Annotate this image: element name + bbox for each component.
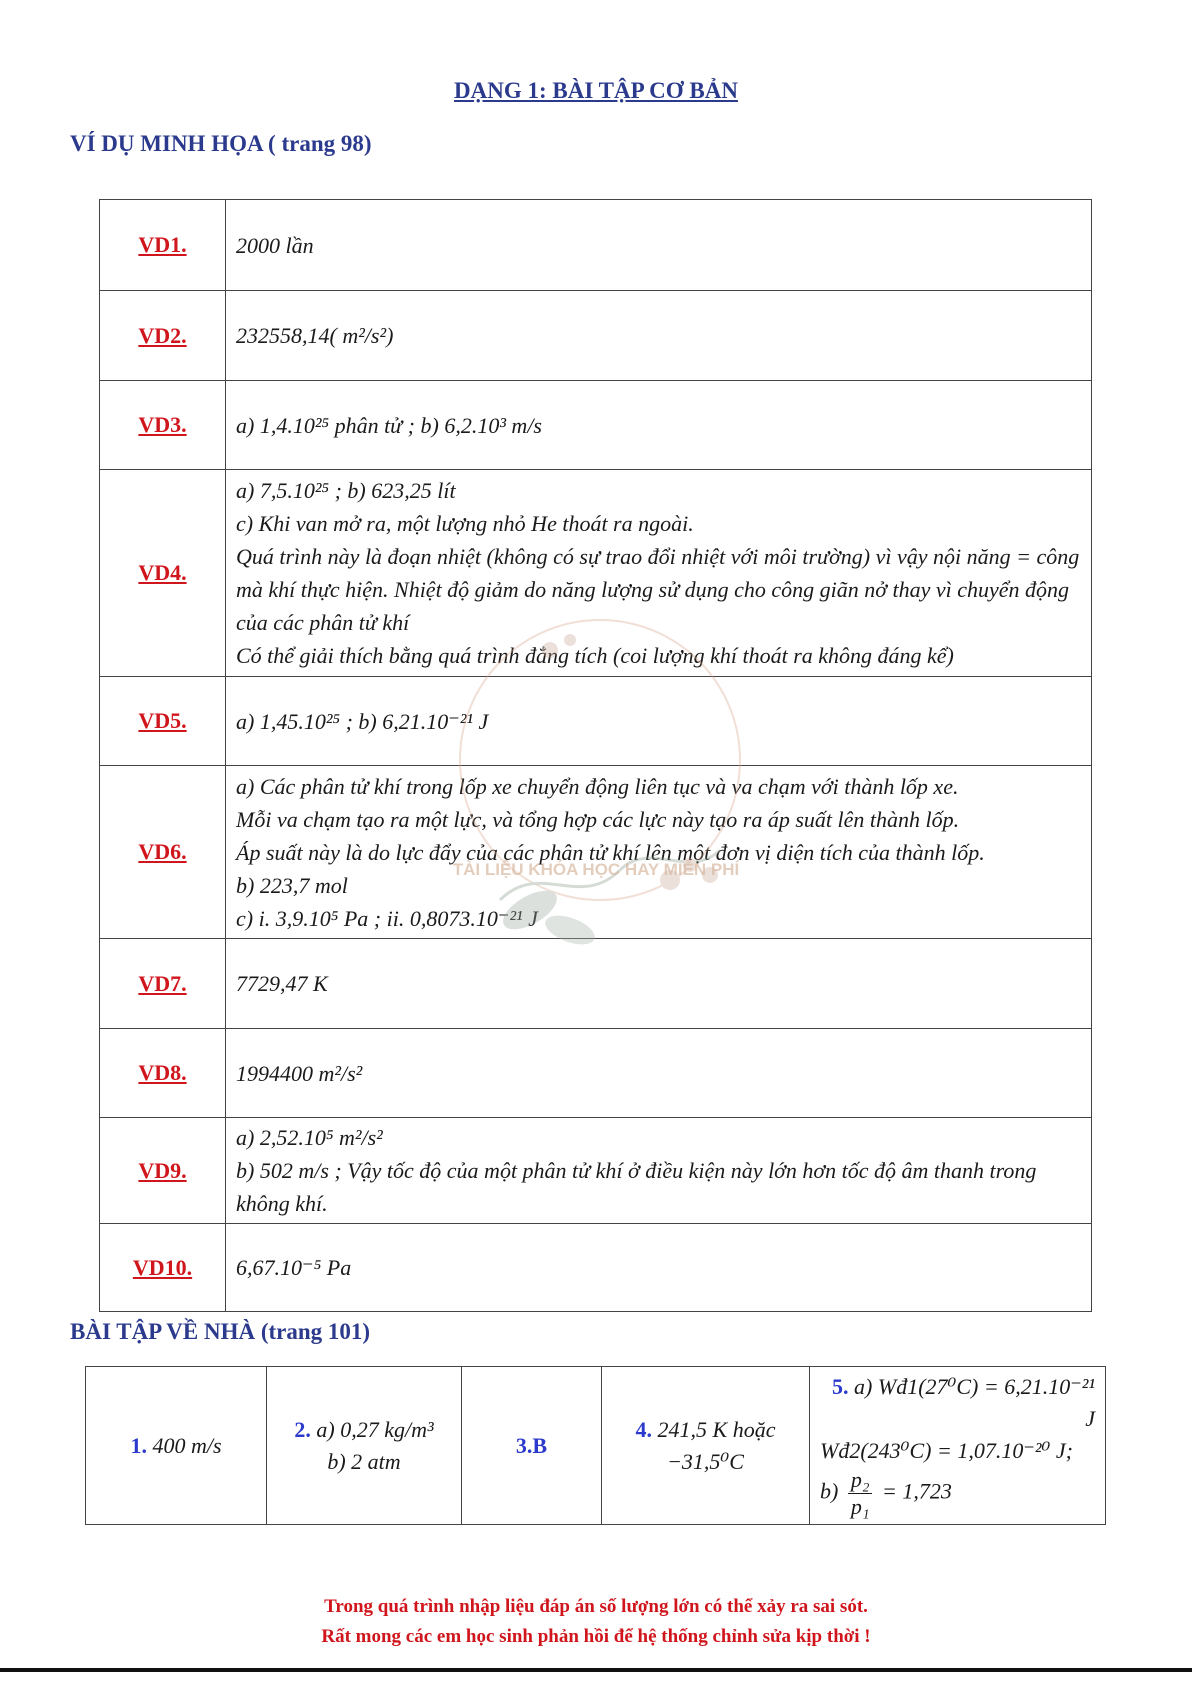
answer-text: = 1,723 [881, 1478, 952, 1504]
question-number: 4. [635, 1416, 653, 1442]
example-row [100, 1224, 1092, 1312]
example-row [100, 1029, 1092, 1118]
homework-cell-1 [86, 1367, 267, 1525]
answer-text: a) 0,27 kg/m³ [316, 1416, 434, 1442]
footer-line-1: Trong quá trình nhập liệu đáp án số lượng lớn có thể xảy ra sai sót. [324, 1596, 868, 1617]
bottom-rule [0, 1668, 1192, 1672]
example-answer [226, 1118, 1092, 1224]
answer-line: 232558,14( m²/s²) [236, 323, 394, 348]
example-answer [226, 677, 1092, 766]
homework-cell-4 [602, 1367, 810, 1525]
footer-line-2: Rất mong các em học sinh phản hồi để hệ thống chỉnh sửa kịp thời ! [321, 1626, 871, 1647]
fraction [848, 1467, 873, 1520]
homework-cell-5 [810, 1367, 1106, 1525]
example-label: VD2. [100, 291, 226, 381]
section-examples-heading: VÍ DỤ MINH HỌA ( trang 98) [70, 131, 372, 156]
example-label: VD3. [100, 381, 226, 470]
answer-line: a) 1,4.10²⁵ phân tử ; b) 6,2.10³ m/s [236, 412, 542, 438]
example-answer [226, 1029, 1092, 1118]
homework-cell-3 [462, 1367, 602, 1525]
example-answer [226, 291, 1092, 381]
example-row [100, 200, 1092, 291]
answer-line: a) 7,5.10²⁵ ; b) 623,25 lít [236, 478, 456, 503]
answer-line: 7729,47 K [236, 971, 328, 996]
example-row [100, 470, 1092, 677]
answer-text: −31,5⁰C [667, 1448, 744, 1474]
answer-line: a) 1,45.10²⁵ ; b) 6,21.10⁻²¹ J [236, 708, 489, 734]
fraction-answer [820, 1467, 1095, 1520]
example-answer [226, 200, 1092, 291]
fraction-numerator: p₂ [848, 1467, 873, 1494]
answer-text: 241,5 K hoặc [657, 1416, 776, 1442]
answer-line: c) Khi van mở ra, một lượng nhỏ He thoát ra ngoài. [236, 511, 694, 536]
page-title: DẠNG 1: BÀI TẬP CƠ BẢN [454, 78, 738, 103]
example-answer [226, 766, 1092, 939]
example-row [100, 939, 1092, 1029]
answer-line: Áp suất này là do lực đẩy của các phân tử khí lên một đơn vị diện tích của thành lốp. [236, 839, 985, 865]
question-number: 5. [832, 1374, 849, 1399]
question-number: 1. [130, 1432, 147, 1458]
answer-line: 6,67.10⁻⁵ Pa [236, 1255, 352, 1280]
question-number: 3.B [515, 1432, 548, 1458]
example-row [100, 677, 1092, 766]
answer-line: a) 2,52.10⁵ m²/s² [236, 1125, 383, 1150]
examples-table [99, 199, 1092, 1312]
example-label: VD9. [100, 1118, 226, 1224]
answer-text: a) Wđ1(27⁰C) = 6,21.10⁻²¹ J [854, 1374, 1095, 1431]
fraction-denominator: p₁ [850, 1494, 870, 1519]
example-row [100, 766, 1092, 939]
example-label: VD4. [100, 470, 226, 677]
example-answer [226, 470, 1092, 677]
watermark-tagline: TÀI LIỆU KHÓA HỌC HAY MIỄN PHÍ [452, 860, 740, 879]
answer-line: b) 223,7 mol [236, 872, 348, 898]
answer-text: b) [820, 1478, 839, 1504]
example-label: VD8. [100, 1029, 226, 1118]
example-answer [226, 381, 1092, 470]
example-row [100, 381, 1092, 470]
example-label: VD10. [100, 1224, 226, 1312]
answer-text: b) 2 atm [327, 1448, 401, 1474]
question-number: 2. [294, 1416, 311, 1442]
example-label: VD7. [100, 939, 226, 1029]
example-answer [226, 939, 1092, 1029]
answer-text: 400 m/s [152, 1432, 222, 1458]
example-label: VD5. [100, 677, 226, 766]
example-answer [226, 1224, 1092, 1312]
answer-line: a) Các phân tử khí trong lốp xe chuyển động liên tục và va chạm với thành lốp xe. [236, 773, 959, 799]
answer-line: c) i. 3,9.10⁵ Pa ; ii. 0,8073.10⁻²¹ J [236, 905, 538, 931]
example-row [100, 1118, 1092, 1224]
example-label: VD1. [100, 200, 226, 291]
answer-line: 2000 lần [236, 232, 314, 258]
section-homework-heading: BÀI TẬP VỀ NHÀ (trang 101) [70, 1319, 371, 1344]
answer-text: Wđ2(243⁰C) = 1,07.10⁻²⁰ J; [820, 1438, 1073, 1463]
homework-row [86, 1367, 1106, 1525]
answer-line: 1994400 m²/s² [236, 1060, 363, 1086]
homework-table [85, 1366, 1106, 1525]
example-label: VD6. [100, 766, 226, 939]
answer-line: b) 502 m/s ; Vậy tốc độ của một phân tử khí ở điều kiện này lớn hơn tốc độ âm thanh trong không khí. [236, 1158, 1037, 1216]
answer-line: Có thể giải thích bằng quá trình đẳng tích (coi lượng khí thoát ra không đáng kể) [236, 643, 954, 668]
answer-line: Mỗi va chạm tạo ra một lực, và tổng hợp các lực này tạo ra áp suất lên thành lốp. [236, 806, 960, 832]
answer-line: Quá trình này là đoạn nhiệt (không có sự trao đổi nhiệt với môi trường) vì vậy nội năng = công mà khí thực hiện. Nhiệt độ giảm do năng lượng sử dụng cho công giãn nở thay vì chuyển động của các phân tử khí [236, 544, 1080, 635]
example-row [100, 291, 1092, 381]
homework-cell-2 [267, 1367, 462, 1525]
